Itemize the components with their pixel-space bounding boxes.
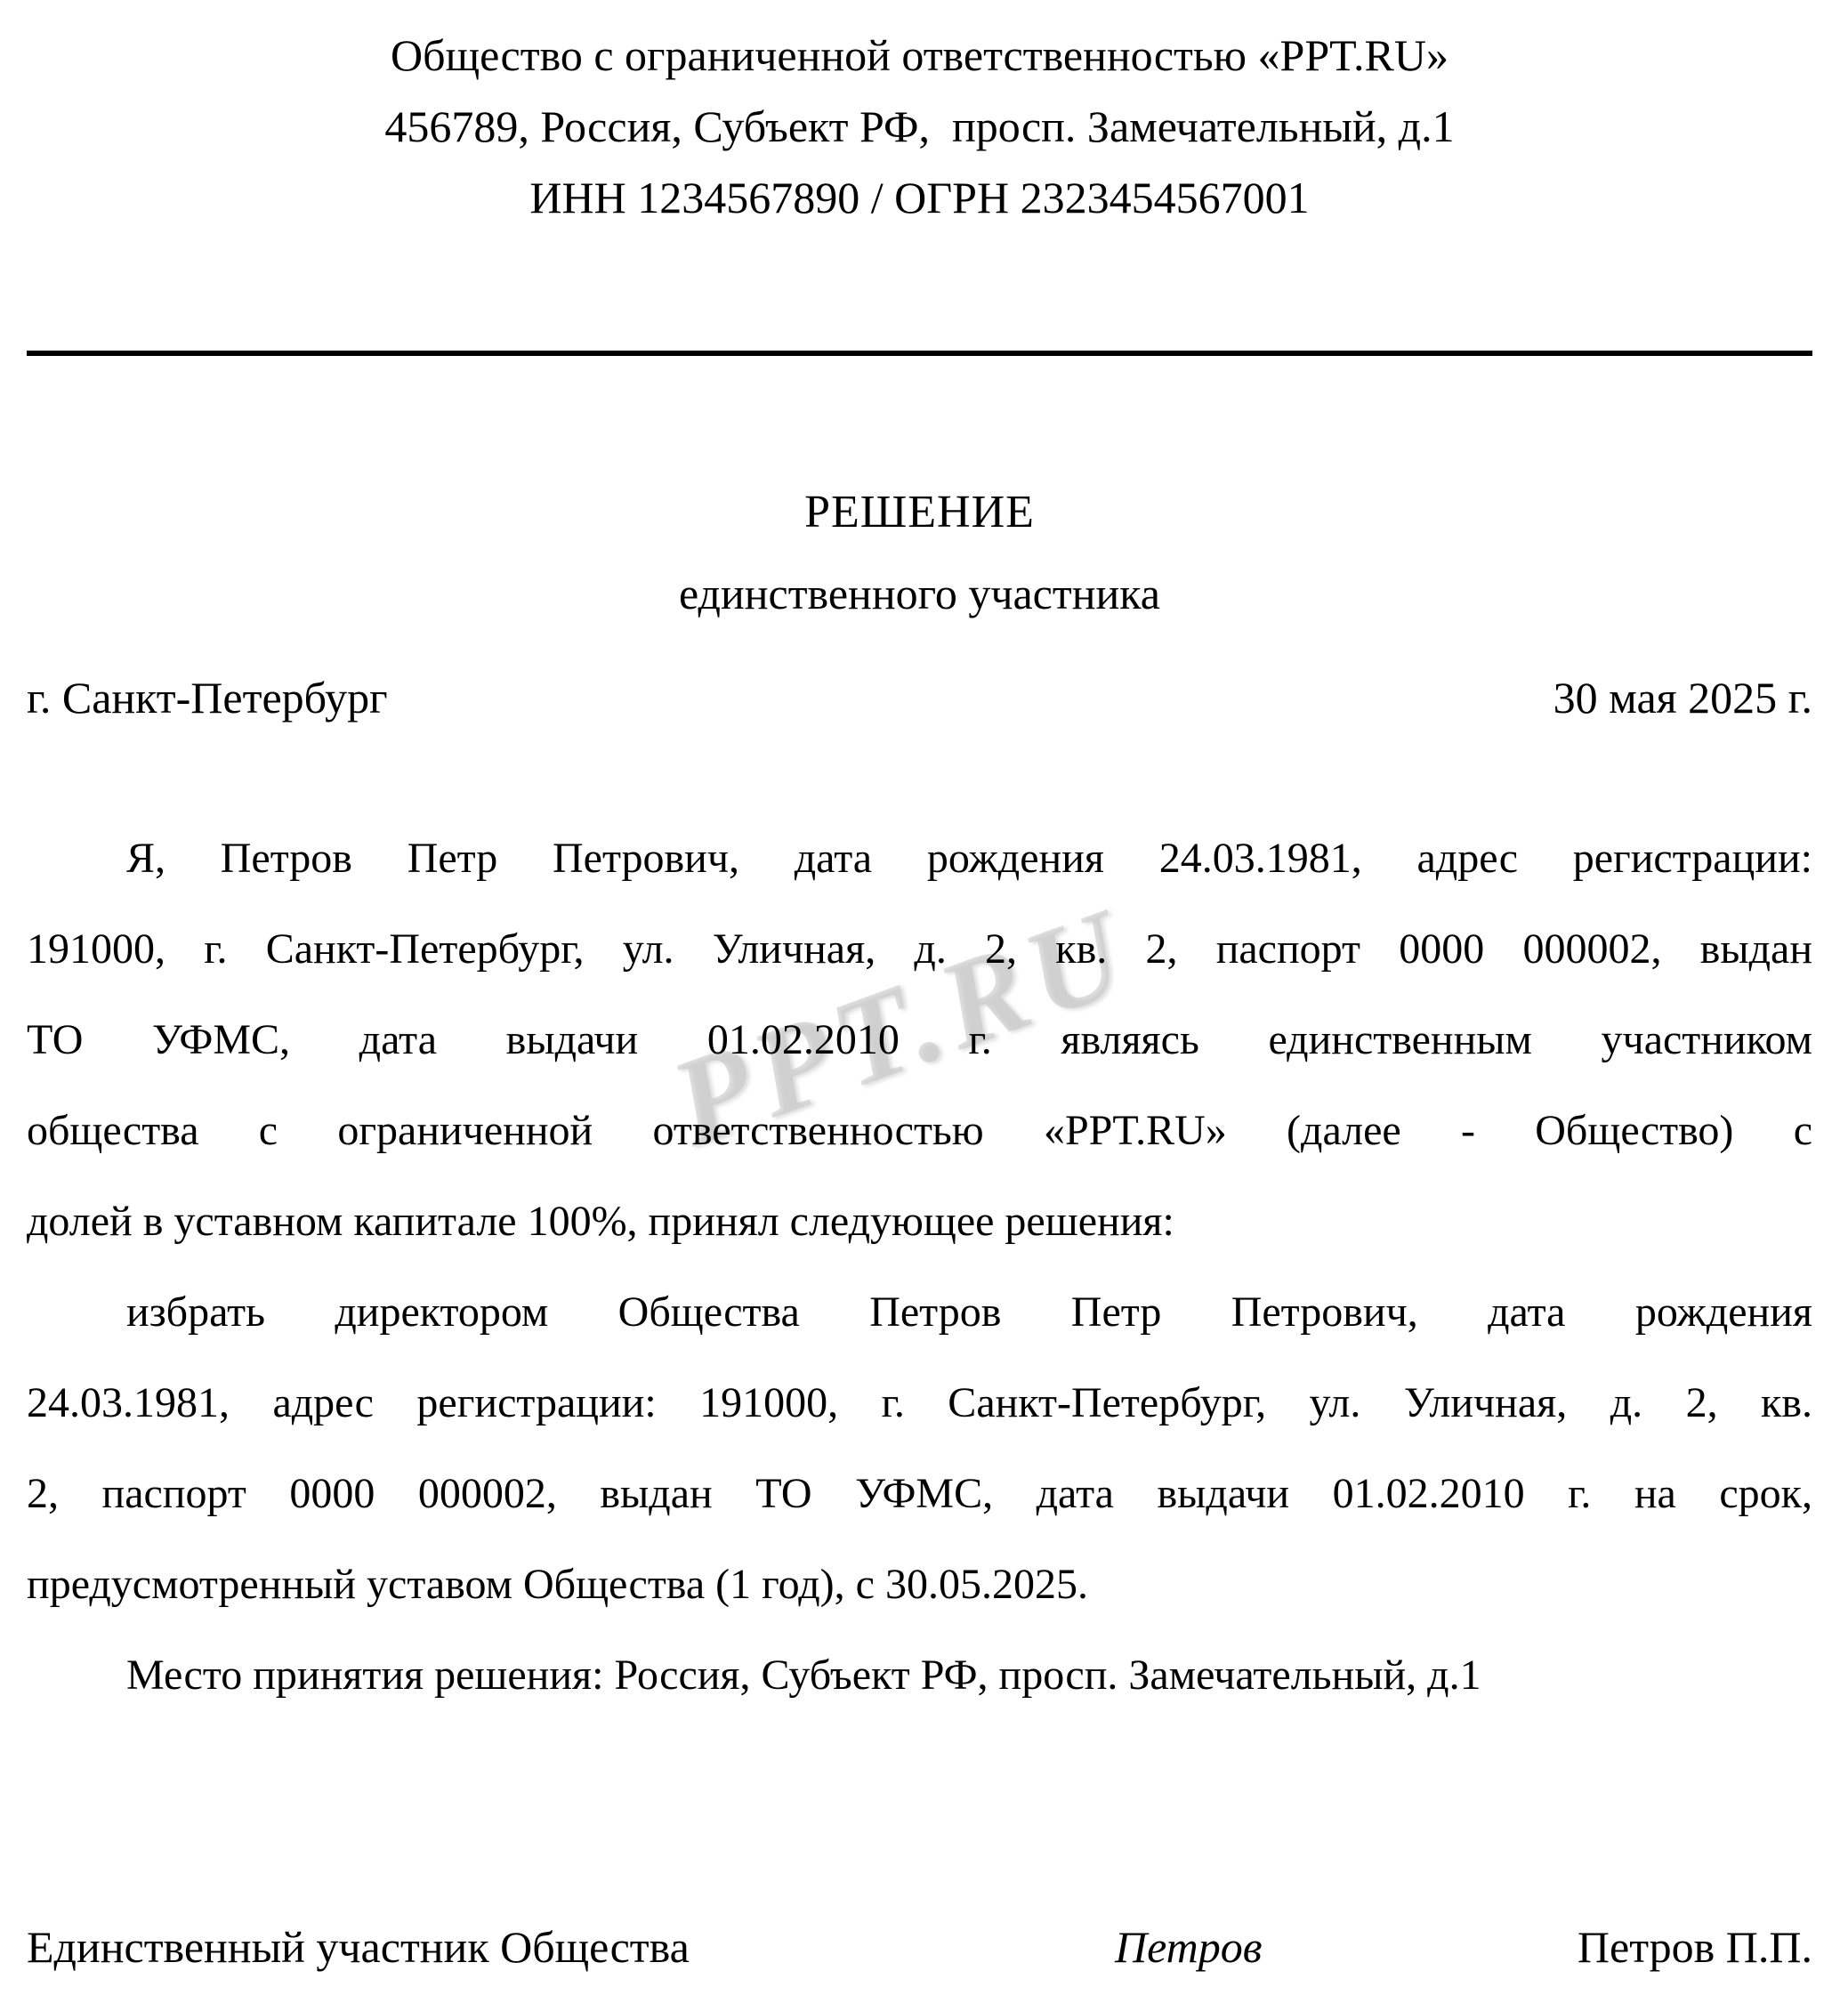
document-subtitle: единственного участника [679,569,1160,618]
signature-row [27,1922,1812,1975]
paragraph1-line: ТО УФМС, дата выдачи 01.02.2010 г. являясь единственным участником [27,1016,1812,1063]
company-name: Общество с ограниченной ответственностью «PPT.RU» [391,30,1449,80]
signatory-title: Единственный участник Общества [27,1922,690,1972]
handwritten-signature: Петров [1115,1922,1263,1972]
ppt-ru-watermark: PPT.RU [654,881,1149,1174]
place-date-row [27,673,1812,723]
paragraph2-line: 24.03.1981, адрес регистрации: 191000, г. Санкт-Петербург, ул. Уличная, д. 2, кв. [27,1379,1812,1426]
divider-line [27,351,1812,356]
company-address: 456789, Россия, Субъект РФ, просп. Замечательный, д.1 [384,101,1455,151]
paragraph1-line: Я, Петров Петр Петрович, дата рождения 24.03.1981, адрес регистрации: [126,835,1812,882]
paragraph1-line: общества с ограниченной ответственностью «PPT.RU» (далее - Общество) с [27,1107,1812,1154]
paragraph2-line: избрать директором Общества Петров Петр Петрович, дата рождения [126,1288,1812,1336]
decision-body [27,813,1812,1721]
paragraph1-line: 191000, г. Санкт-Петербург, ул. Уличная, д. 2, кв. 2, паспорт 0000 000002, выдан [27,925,1812,973]
date-of-decision: 30 мая 2025 г. [1553,673,1812,723]
company-header [27,0,1812,233]
company-inn-ogrn: ИНН 1234567890 / ОГРН 2323454567001 [529,173,1310,222]
place-of-decision: г. Санкт-Петербург [27,673,388,723]
paragraph3-line: Место принятия решения: Россия, Субъект РФ, просп. Замечательный, д.1 [126,1652,1481,1699]
document-title: РЕШЕНИЕ [804,487,1035,537]
signatory-name: Петров П.П. [1577,1922,1812,1972]
paragraph2-line: предусмотренный уставом Общества (1 год), с 30.05.2025. [27,1561,1088,1608]
paragraph1-line: долей в уставном капитале 100%, принял следующее решения: [27,1198,1174,1245]
paragraph2-line: 2, паспорт 0000 000002, выдан ТО УФМС, дата выдачи 01.02.2010 г. на срок, [27,1470,1812,1517]
